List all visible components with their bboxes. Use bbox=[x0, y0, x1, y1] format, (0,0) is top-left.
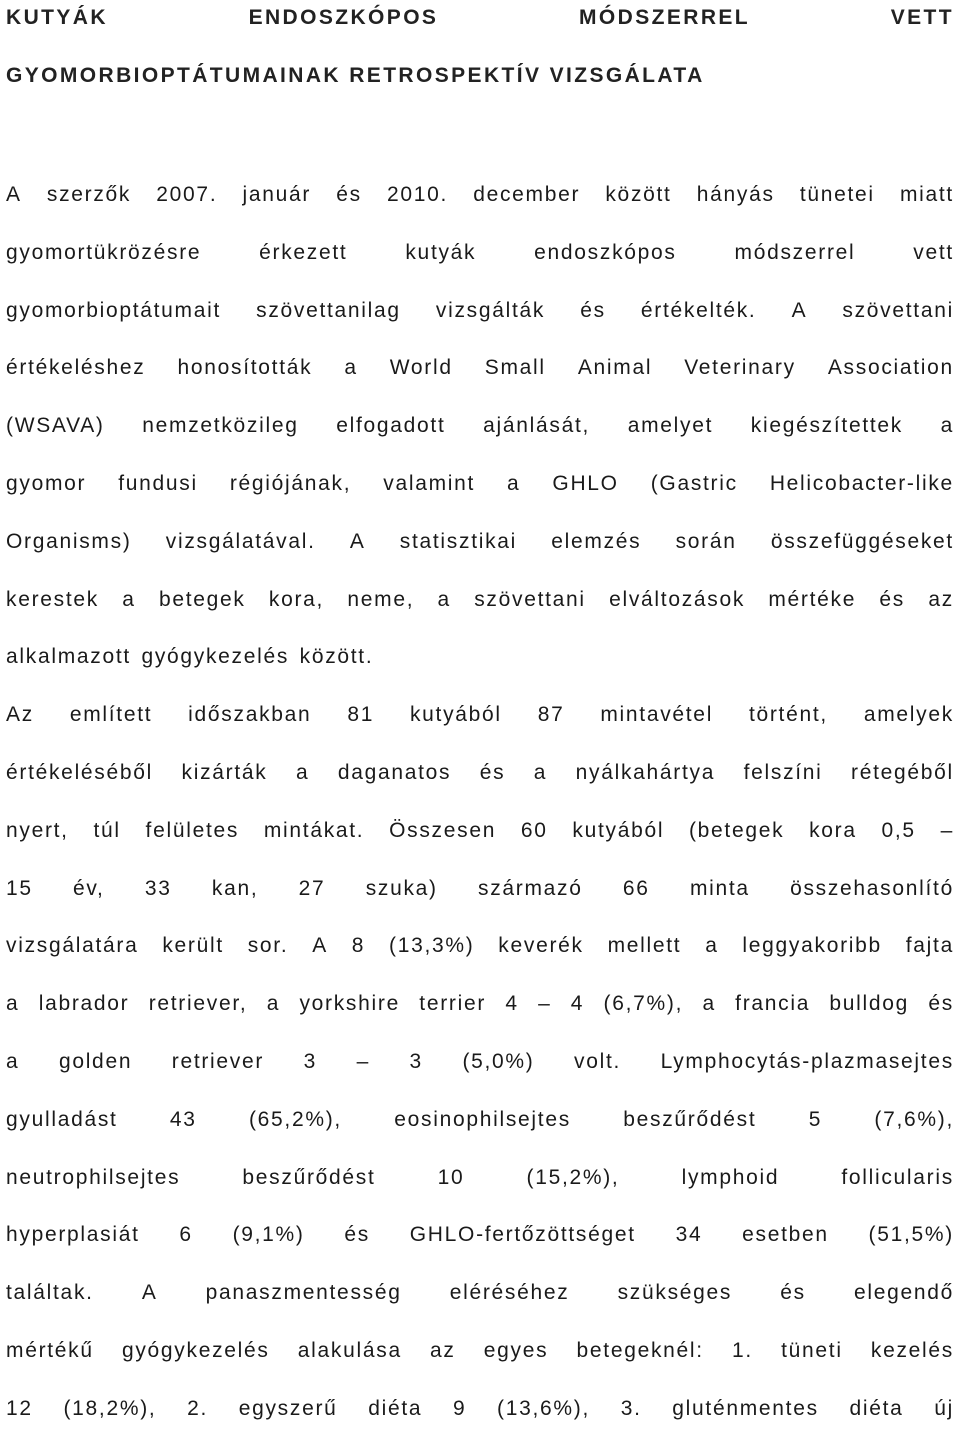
text-line: értékeléséből kizárták a daganatos és a nyálkahártya felszíni rétegéből bbox=[6, 760, 954, 784]
text-line: 12 (18,2%), 2. egyszerű diéta 9 (13,6%), 3. gluténmentes diéta új bbox=[6, 1396, 954, 1420]
title-word: ENDOSZKÓPOS bbox=[248, 6, 439, 29]
title-line-1 bbox=[6, 0, 954, 58]
text-line: kerestek a betegek kora, neme, a szövettani elváltozások mértéke és az bbox=[6, 587, 954, 611]
text-line: A szerzők 2007. január és 2010. december között hányás tünetei miatt bbox=[6, 183, 954, 206]
text-line: gyomortükrözésre érkezett kutyák endoszkópos módszerrel vett bbox=[6, 240, 954, 264]
text-line: gyulladást 43 (65,2%), eosinophilsejtes beszűrődést 5 (7,6%), bbox=[6, 1107, 954, 1131]
title-line-2: GYOMORBIOPTÁTUMAINAK RETROSPEKTÍV VIZSGÁLATA bbox=[6, 64, 705, 87]
text-line: neutrophilsejtes beszűrődést 10 (15,2%), lymphoid follicularis bbox=[6, 1165, 954, 1189]
text-line: hyperplasiát 6 (9,1%) és GHLO-fertőzöttséget 34 esetben (51,5%) bbox=[6, 1223, 954, 1247]
title-word: KUTYÁK bbox=[6, 6, 108, 29]
abstract-body bbox=[6, 166, 954, 1438]
text-line: alkalmazott gyógykezelés között. bbox=[6, 645, 374, 669]
title-word: VETT bbox=[890, 6, 954, 29]
text-line: vizsgálatára került sor. A 8 (13,3%) keverék mellett a leggyakoribb fajta bbox=[6, 934, 954, 958]
text-line: a labrador retriever, a yorkshire terrier 4 – 4 (6,7%), a francia bulldog és bbox=[6, 992, 954, 1016]
text-line: Organisms) vizsgálatával. A statisztikai elemzés során összefüggéseket bbox=[6, 529, 954, 553]
text-line: a golden retriever 3 – 3 (5,0%) volt. Lymphocytás-plazmasejtes bbox=[6, 1049, 954, 1073]
text-line: nyert, túl felületes mintákat. Összesen 60 kutyából (betegek kora 0,5 – bbox=[6, 818, 954, 842]
text-line: gyomorbioptátumait szövettanilag vizsgálták és értékelték. A szövettani bbox=[6, 298, 954, 322]
text-line: Az említett időszakban 81 kutyából 87 mintavétel történt, amelyek bbox=[6, 703, 954, 727]
title-word: MÓDSZERREL bbox=[579, 6, 751, 29]
text-line: 15 év, 33 kan, 27 szuka) származó 66 minta összehasonlító bbox=[6, 876, 954, 900]
text-line: találtak. A panaszmentesség eléréséhez szükséges és elegendő bbox=[6, 1281, 954, 1305]
document-title bbox=[6, 0, 954, 116]
text-line: mértékű gyógykezelés alakulása az egyes betegeknél: 1. tüneti kezelés bbox=[6, 1338, 954, 1362]
text-line: gyomor fundusi régiójának, valamint a GHLO (Gastric Helicobacter-like bbox=[6, 471, 954, 495]
text-line: értékeléshez honosították a World Small Animal Veterinary Association bbox=[6, 356, 954, 380]
document-page bbox=[6, 0, 954, 1420]
text-line: (WSAVA) nemzetközileg elfogadott ajánlását, amelyet kiegészítettek a bbox=[6, 414, 954, 438]
